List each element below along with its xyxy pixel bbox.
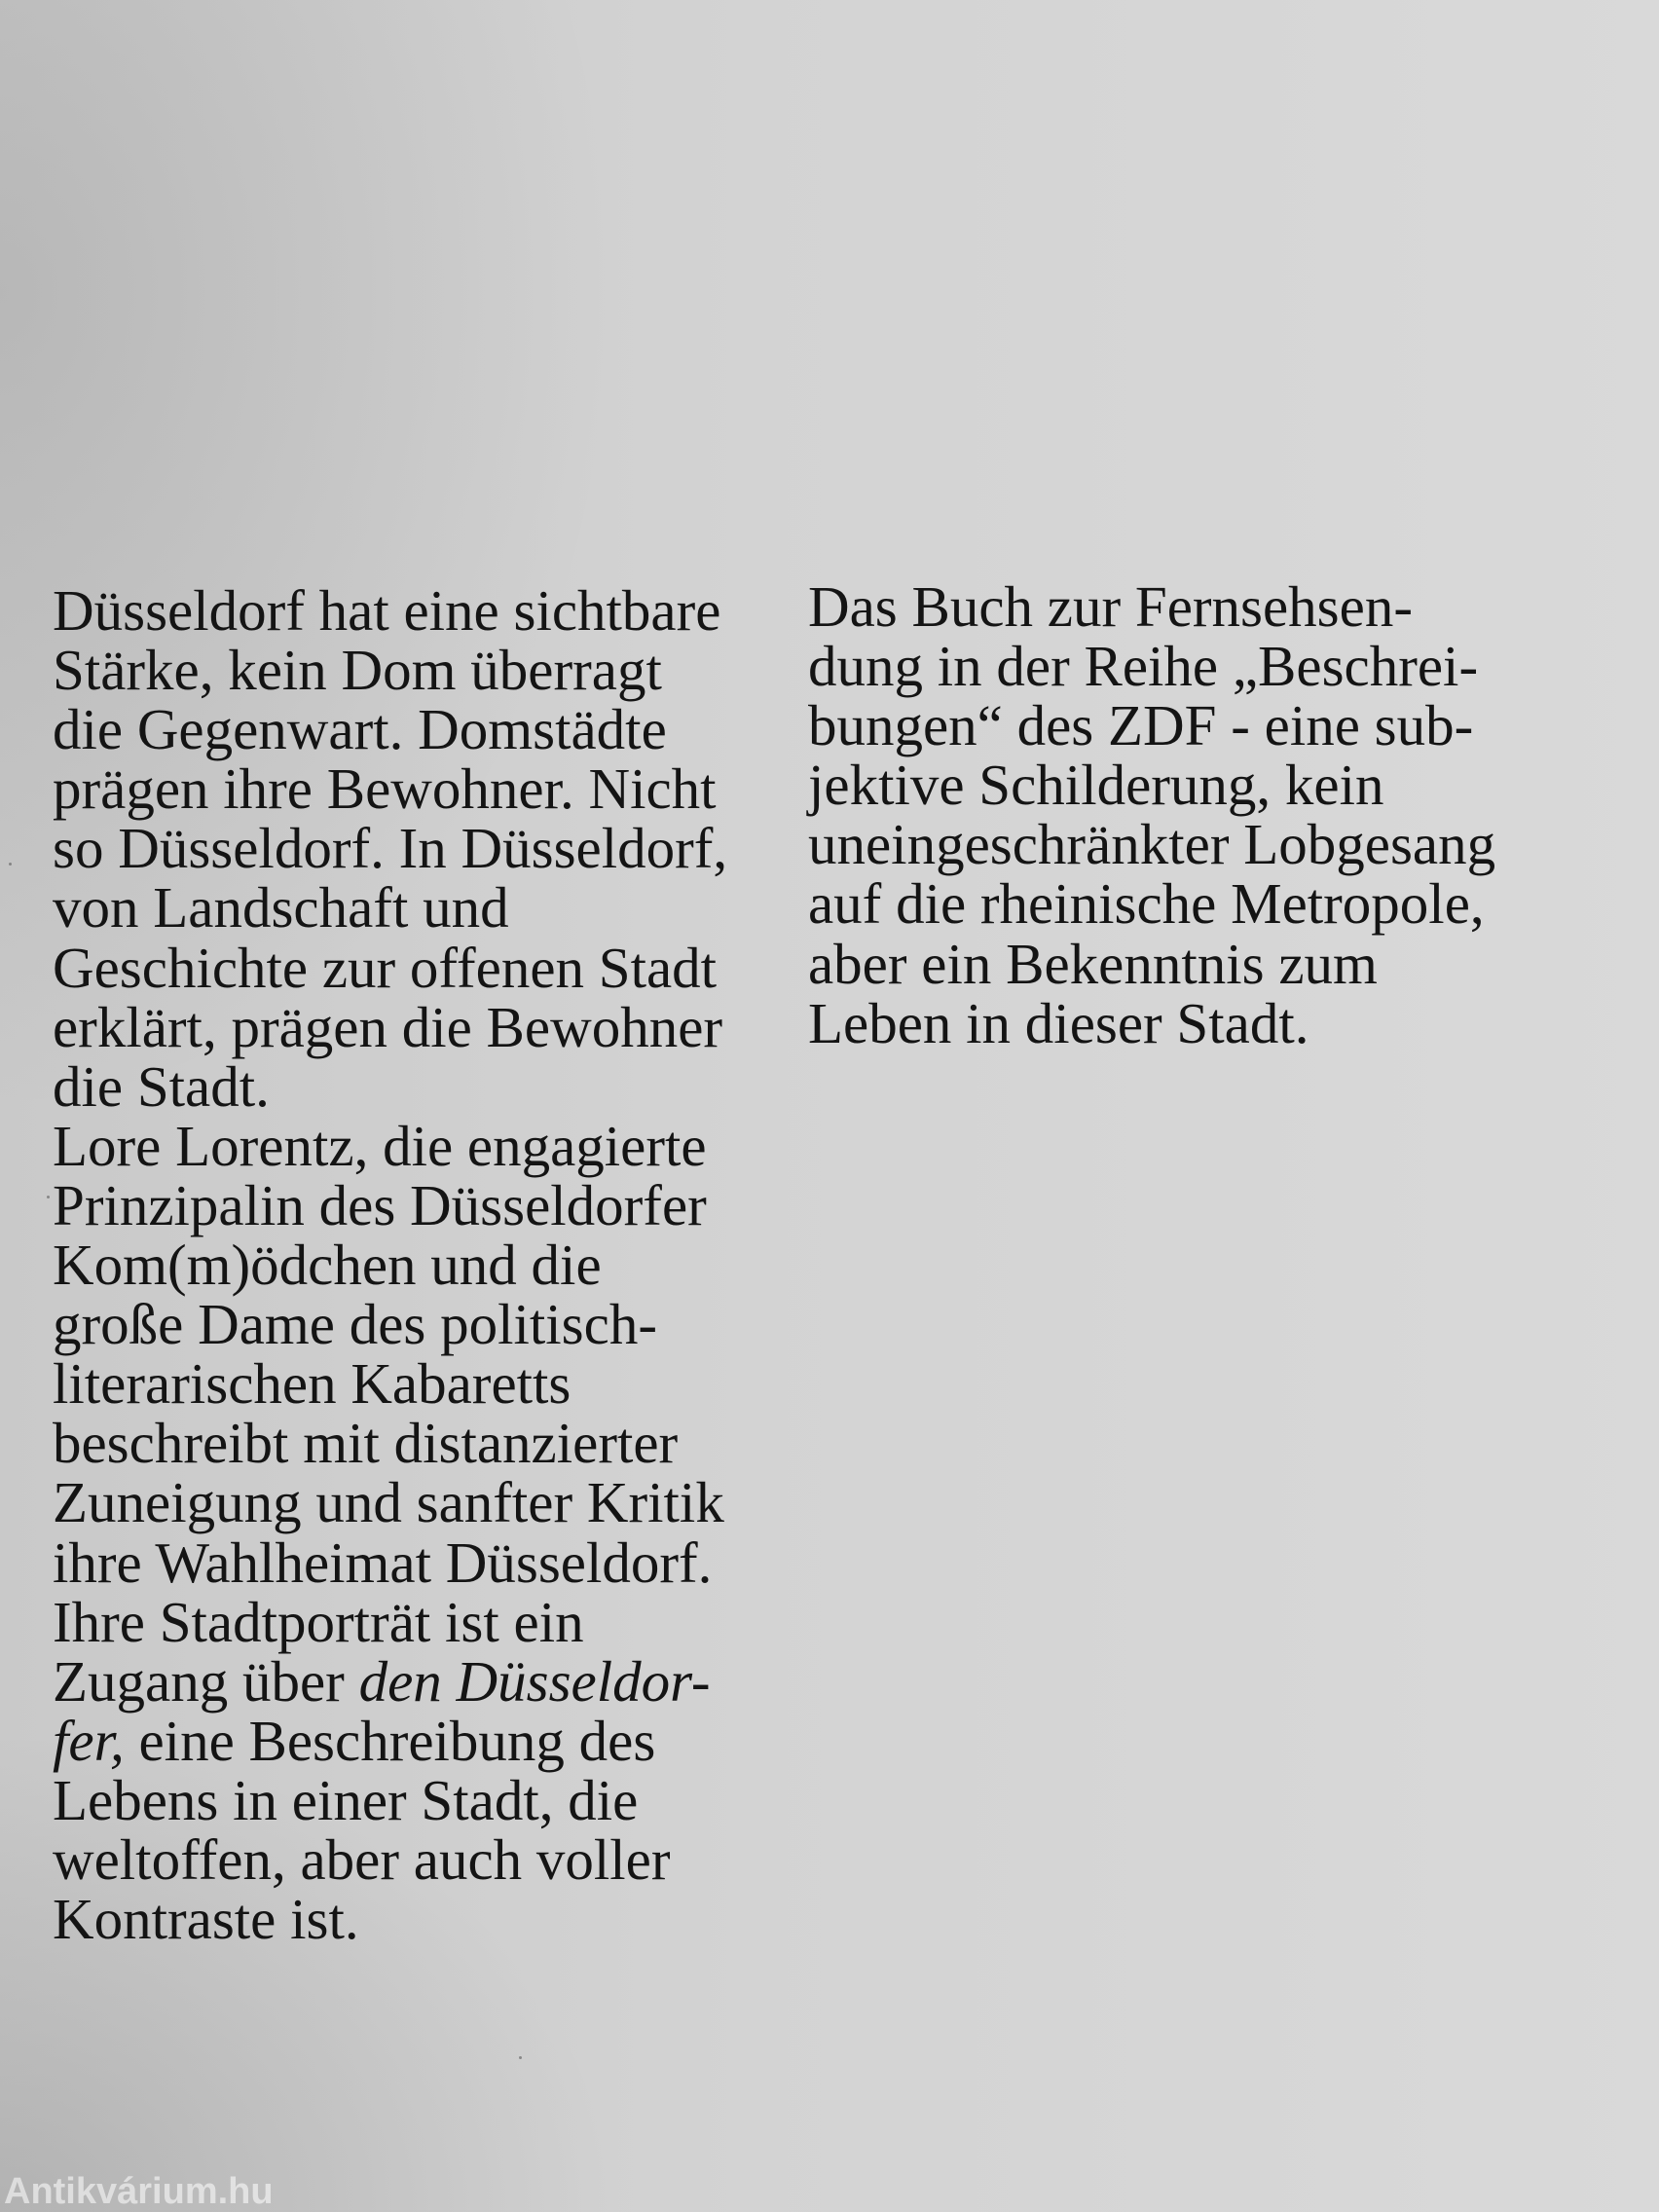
watermark: Antikvárium.hu	[4, 2171, 274, 2212]
dust-speck	[519, 2056, 522, 2059]
text-line: Kontraste ist.	[53, 1887, 359, 1952]
text-line: prägen ihre Bewohner. Nicht	[53, 756, 717, 822]
text-line: große Dame des politisch-	[53, 1292, 657, 1357]
text-line: Kom(m)ödchen und die	[53, 1233, 602, 1298]
text-line: Leben in dieser Stadt.	[808, 990, 1309, 1055]
text-line: Geschichte zur offenen Stadt	[53, 935, 718, 1000]
left-text-column	[53, 578, 728, 1952]
dust-speck	[47, 1196, 50, 1198]
right-text-column	[808, 574, 1496, 1055]
dust-speck	[9, 863, 12, 866]
text-line: ihre Wahlheimat Düsseldorf.	[53, 1530, 713, 1595]
text-line: jektive Schilderung, kein	[808, 753, 1384, 818]
text-line: die Gegenwart. Domstädte	[53, 697, 667, 762]
text-segment: eine Beschreibung des	[124, 1708, 656, 1773]
text-line: von Landschaft und	[53, 875, 509, 940]
text-line: so Düsseldorf. In Düsseldorf,	[53, 816, 728, 881]
text-line: die Stadt.	[53, 1053, 270, 1119]
text-line: dung in der Reihe „Beschrei-	[808, 634, 1479, 699]
text-line: weltoffen, aber auch voller	[53, 1826, 671, 1892]
text-segment: Zugang über	[53, 1648, 359, 1714]
text-line: aber ein Bekenntnis zum	[808, 931, 1378, 996]
text-line: Stärke, kein Dom überragt	[53, 638, 662, 703]
text-line: Lebens in einer Stadt, die	[53, 1767, 639, 1832]
italic-text-segment: den Düsseldor-	[358, 1648, 711, 1714]
text-line: bungen“ des ZDF - eine sub-	[808, 693, 1474, 758]
text-line	[53, 1648, 727, 1714]
text-line: auf die rheinische Metropole,	[808, 871, 1485, 937]
italic-text-segment: fer,	[53, 1708, 125, 1773]
text-line: literarischen Kabaretts	[53, 1351, 571, 1417]
text-line: Lore Lorentz, die engagierte	[53, 1113, 707, 1178]
text-line: Ihre Stadtporträt ist ein	[53, 1589, 584, 1654]
text-line: uneingeschränkter Lobgesang	[808, 812, 1496, 877]
text-line: Düsseldorf hat eine sichtbare	[53, 578, 721, 643]
text-line	[53, 1708, 727, 1773]
text-line: Zuneigung und sanfter Kritik	[53, 1470, 724, 1535]
text-line: beschreibt mit distanzierter	[53, 1411, 679, 1476]
text-line: Prinzipalin des Düsseldorfer	[53, 1172, 707, 1237]
text-line: Das Buch zur Fernsehsen-	[808, 574, 1413, 639]
text-line: erklärt, prägen die Bewohner	[53, 994, 723, 1059]
